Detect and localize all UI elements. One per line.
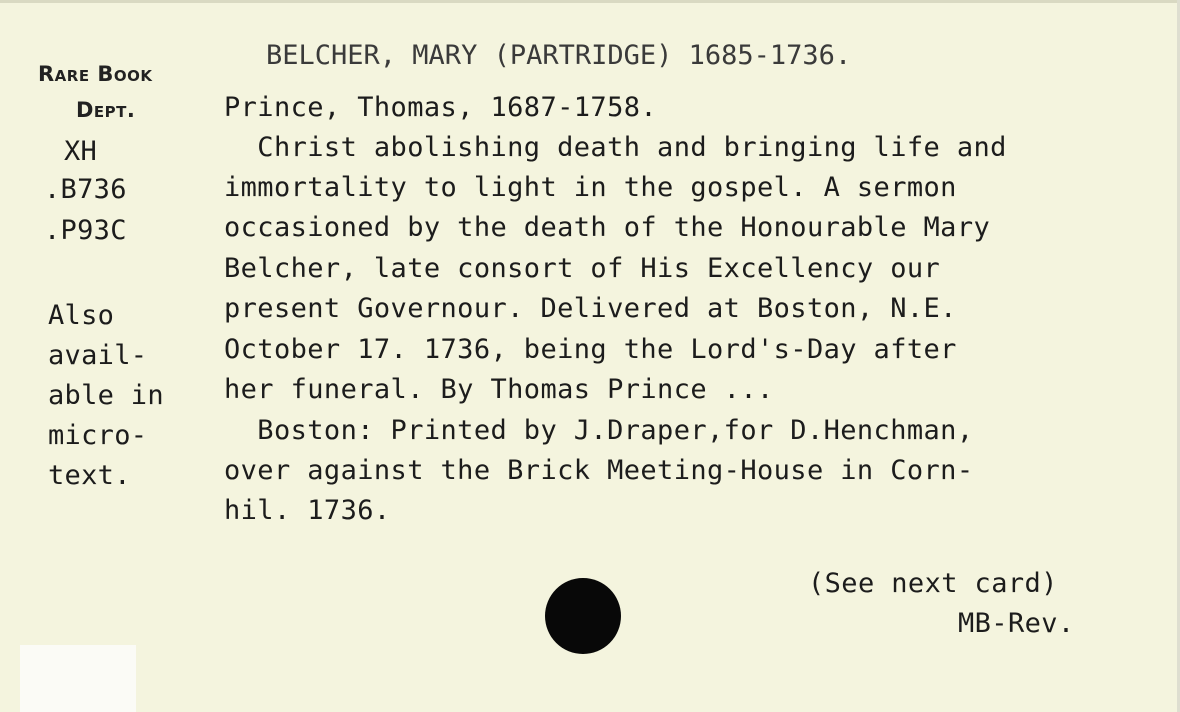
dept-stamp-line-1: Rare Book	[38, 62, 153, 86]
call-number-line-1: XH	[64, 136, 98, 167]
availability-note-line-4: micro-	[48, 420, 148, 451]
paper-patch	[20, 645, 136, 712]
subject-heading: BELCHER, MARY (PARTRIDGE) 1685-1736.	[266, 40, 852, 71]
availability-note-line-2: avail-	[48, 340, 148, 371]
dept-stamp-line-2: Dept.	[76, 98, 136, 122]
availability-note-line-1: Also	[48, 300, 115, 331]
imprint-line-3: hil. 1736.	[224, 495, 391, 526]
call-number-line-3: .P93C	[44, 215, 127, 246]
author-heading: Prince, Thomas, 1687-1758.	[224, 92, 658, 123]
title-line-6: October 17. 1736, being the Lord's-Day after	[224, 334, 957, 365]
see-next-card-note: (See next card)	[808, 568, 1058, 599]
library-code: MB-Rev.	[958, 608, 1075, 639]
title-line-5: present Governour. Delivered at Boston, N.E.	[224, 293, 957, 324]
availability-note-line-5: text.	[48, 460, 131, 491]
availability-note-line-3: able in	[48, 380, 164, 411]
title-line-2: immortality to light in the gospel. A sermon	[224, 172, 957, 203]
title-line-7: her funeral. By Thomas Prince ...	[224, 374, 774, 405]
card-top-edge	[0, 0, 1180, 3]
call-number-line-2: .B736	[44, 174, 127, 205]
imprint-line-1: Boston: Printed by J.Draper,for D.Henchman,	[224, 415, 974, 446]
title-line-4: Belcher, late consort of His Excellency our	[224, 253, 941, 284]
title-line-1: Christ abolishing death and bringing life and	[224, 132, 1007, 163]
imprint-line-2: over against the Brick Meeting-House in Corn-	[224, 455, 974, 486]
punch-hole	[545, 578, 621, 654]
title-line-3: occasioned by the death of the Honourable Mary	[224, 212, 991, 243]
